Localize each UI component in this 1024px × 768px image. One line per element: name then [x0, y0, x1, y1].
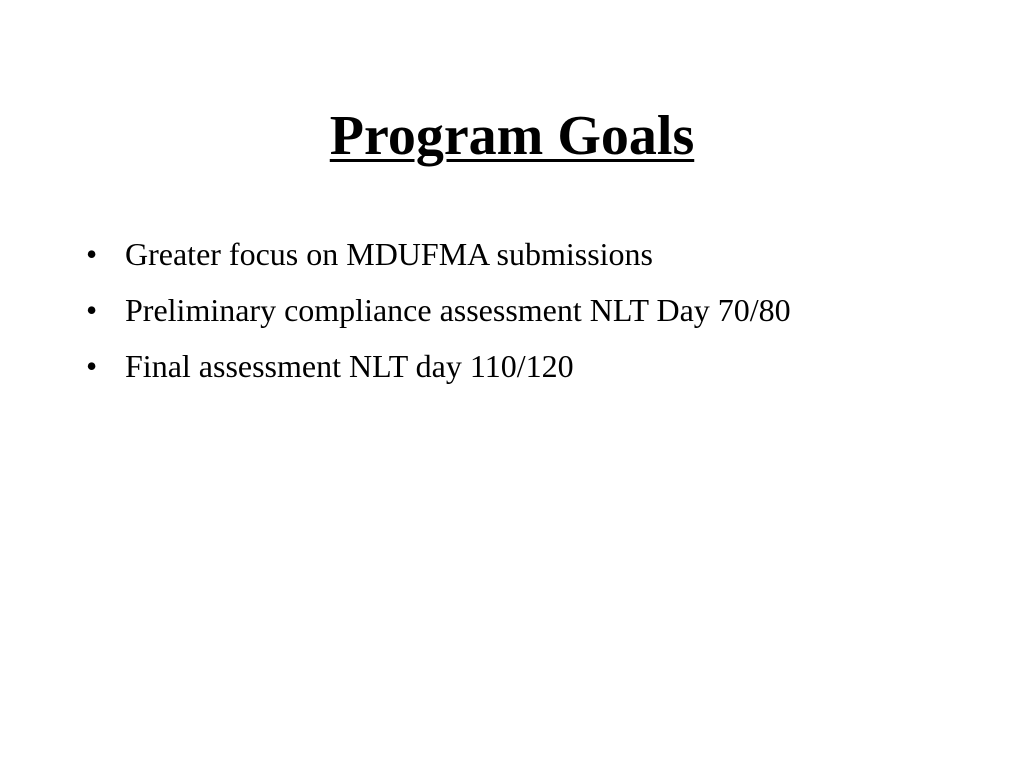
bullet-text: Preliminary compliance assessment NLT Day 70/80	[125, 292, 791, 328]
bullet-item	[86, 231, 886, 277]
bullet-item	[86, 287, 886, 333]
bullet-icon: •	[86, 236, 98, 272]
bullet-text: Final assessment NLT day 110/120	[125, 348, 574, 384]
bullet-item	[86, 343, 886, 389]
bullet-text: Greater focus on MDUFMA submissions	[125, 236, 653, 272]
slide-title: Program Goals	[329, 105, 695, 167]
bullet-list	[86, 231, 886, 399]
bullet-icon: •	[86, 348, 98, 384]
bullet-icon: •	[86, 292, 98, 328]
